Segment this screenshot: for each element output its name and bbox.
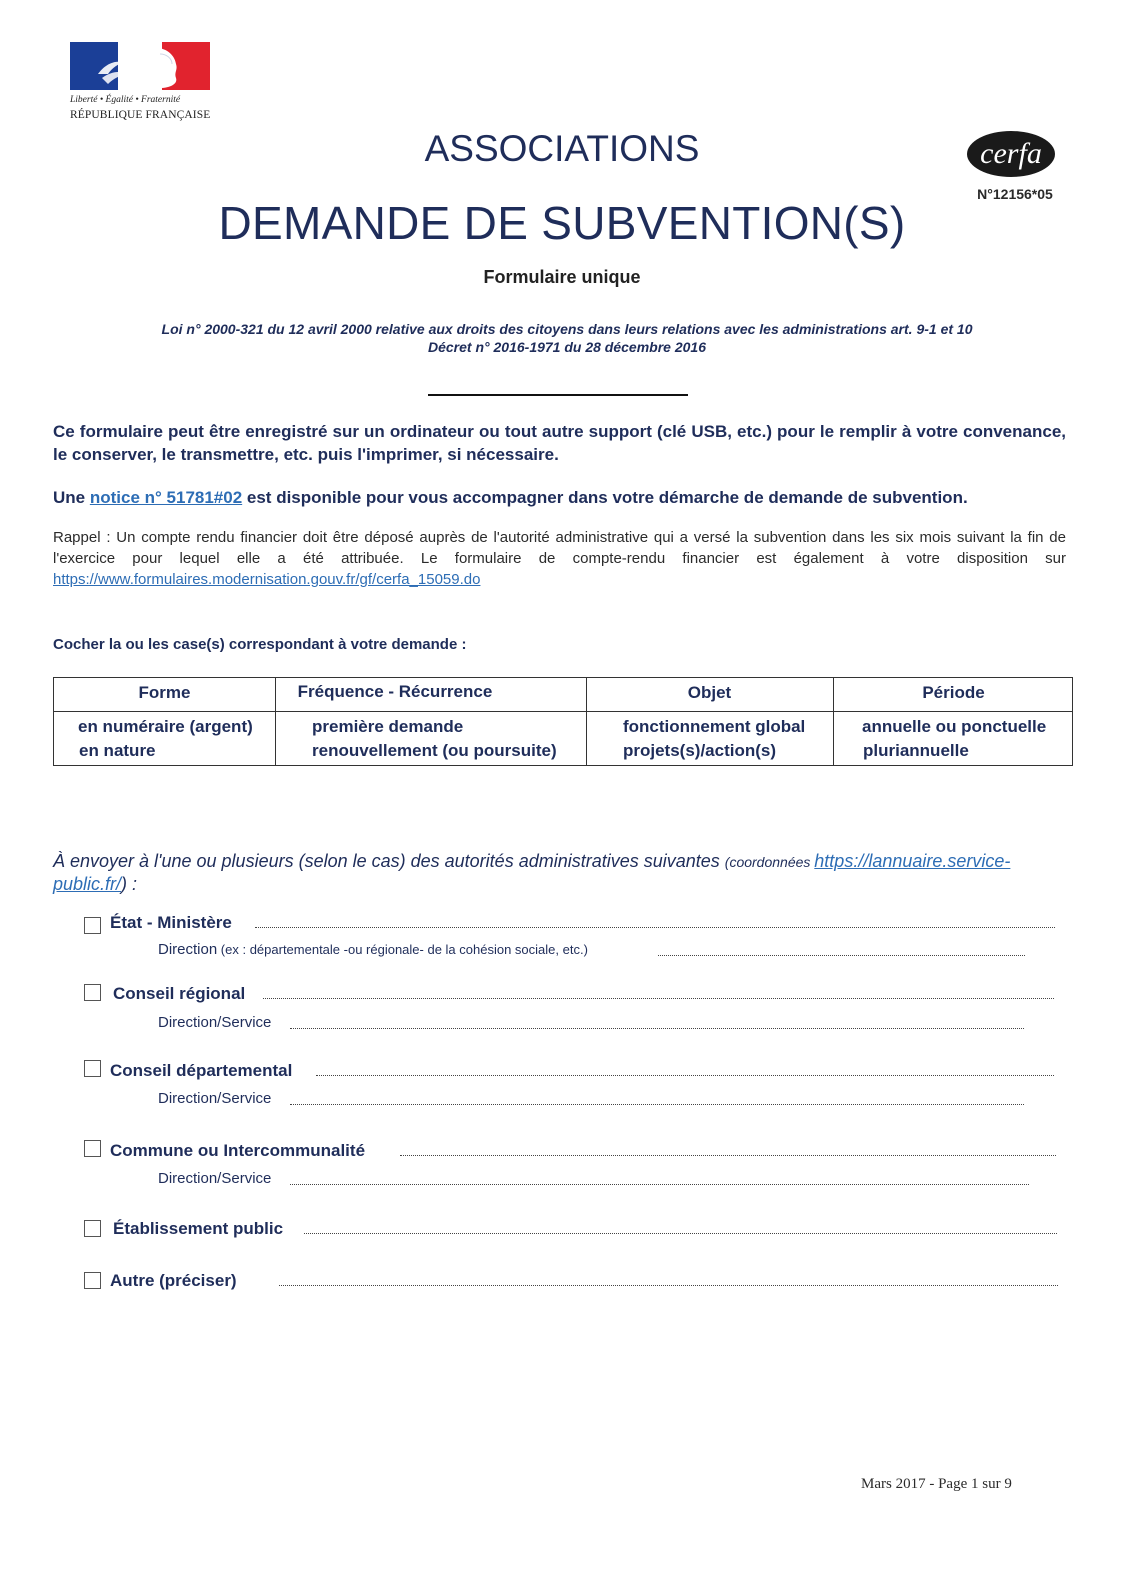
footer-date: Mars 2017 [861, 1476, 926, 1492]
field-commune[interactable] [400, 1153, 1056, 1156]
cerfa-logo-text: cerfa [980, 137, 1042, 170]
label-conseil-departemental: Conseil départemental [110, 1061, 293, 1080]
field-conseil-departemental[interactable] [316, 1073, 1054, 1076]
notice-paragraph: Une notice n° 51781#02 est disponible pour vous accompagner dans votre démarche de demande de subvention. [53, 488, 968, 507]
field-conseil-regional[interactable] [263, 996, 1054, 999]
checkbox-commune[interactable] [84, 1140, 101, 1157]
label-etablissement-public: Établissement public [113, 1219, 284, 1238]
checkbox-conseil-departemental[interactable] [84, 1060, 101, 1077]
label-etat-ministere: État - Ministère [110, 913, 232, 932]
label-autre: Autre (préciser) [110, 1271, 237, 1290]
page-title: DEMANDE DE SUBVENTION(S) [218, 197, 906, 249]
field-etablissement-public[interactable] [304, 1231, 1057, 1234]
option-renouvellement[interactable]: renouvellement (ou poursuite) [312, 741, 557, 760]
label-commune: Commune ou Intercommunalité [110, 1141, 366, 1160]
field-regional-service[interactable] [290, 1026, 1024, 1029]
page-subtitle: Formulaire unique [483, 267, 641, 287]
option-pluriannuelle[interactable]: pluriannuelle [863, 741, 969, 760]
field-departemental-service[interactable] [290, 1102, 1024, 1105]
decree-reference: Décret n° 2016-1971 du 28 décembre 2016 [428, 339, 706, 355]
sub-label-departemental-service: Direction/Service [158, 1090, 272, 1107]
field-etat-ministere[interactable] [255, 925, 1055, 928]
option-nature[interactable]: en nature [79, 741, 156, 760]
reminder-paragraph: Rappel : Un compte rendu financier doit être déposé auprès de l'autorité administrative qui a versé la subvention dans les six mois suivant la fin de l'exercice pour lequel elle a été attribuée. Le formulaire de compte-rendu financier est également à votre disposition sur https://www.formulaires.modernisation.gouv.fr/gf/cerfa_15059.do [53, 529, 1066, 588]
title-separator [428, 394, 688, 396]
cerfa-number: N°12156*05 [977, 186, 1053, 202]
option-projets-actions[interactable]: projets(s)/action(s) [623, 741, 777, 760]
intro-paragraph: Ce formulaire peut être enregistré sur un ordinateur ou tout autre support (clé USB, etc.) pour le remplir à votre convenance, le conserver, le transmettre, etc. puis l'imprimer, si nécessaire. [53, 422, 1066, 464]
checkbox-autre[interactable] [84, 1272, 101, 1289]
footer-page-info: Page 1 sur 9 [938, 1476, 1012, 1492]
cerfa-15059-link[interactable]: https://www.formulaires.modernisation.gouv.fr/gf/cerfa_15059.do [53, 571, 481, 588]
field-commune-service[interactable] [290, 1182, 1029, 1185]
column-header-objet: Objet [687, 683, 732, 702]
sub-label-etat-direction: Direction (ex : départementale -ou régionale- de la cohésion sociale, etc.) [158, 941, 588, 958]
logo-motto: Liberté • Égalité • Fraternité [70, 95, 181, 105]
marianne-icon [90, 44, 200, 90]
field-autre[interactable] [279, 1283, 1058, 1286]
page-footer: Mars 2017 - Page 1 sur 9 [861, 1476, 1012, 1492]
column-header-forme: Forme [138, 683, 191, 702]
logo-name: RÉPUBLIQUE FRANÇAISE [70, 109, 211, 121]
option-numeraire[interactable]: en numéraire (argent) [78, 717, 253, 736]
checkbox-etat-ministere[interactable] [84, 917, 101, 934]
sub-label-regional-service: Direction/Service [158, 1014, 272, 1031]
option-premiere-demande[interactable]: première demande [312, 717, 464, 736]
request-instruction: Cocher la ou les case(s) correspondant à votre demande : [53, 636, 467, 653]
republique-francaise-logo [70, 42, 210, 128]
checkbox-conseil-regional[interactable] [84, 984, 101, 1001]
option-fonctionnement-global[interactable]: fonctionnement global [623, 717, 806, 736]
request-type-table [53, 677, 1073, 766]
label-conseil-regional: Conseil régional [113, 984, 246, 1003]
notice-link[interactable]: notice n° 51781#02 [89, 488, 243, 507]
column-header-periode: Période [922, 683, 985, 702]
form-category: ASSOCIATIONS [424, 128, 700, 169]
annuaire-link[interactable]: https://lannuaire.service-public.fr/ [53, 851, 1011, 894]
sub-label-commune-service: Direction/Service [158, 1170, 272, 1187]
law-reference: Loi n° 2000-321 du 12 avril 2000 relative aux droits des citoyens dans leurs relations avec les administrations art. 9-1 et 10 [161, 321, 973, 337]
option-annuelle-ponctuelle[interactable]: annuelle ou ponctuelle [862, 717, 1047, 736]
recipients-intro: À envoyer à l'une ou plusieurs (selon le cas) des autorités administratives suivantes (coordonnées https://lannuaire.service-public.fr/) : [53, 851, 1011, 894]
field-etat-direction[interactable] [658, 953, 1025, 956]
checkbox-etablissement-public[interactable] [84, 1220, 101, 1237]
column-header-frequence: Fréquence - Récurrence [297, 682, 493, 701]
